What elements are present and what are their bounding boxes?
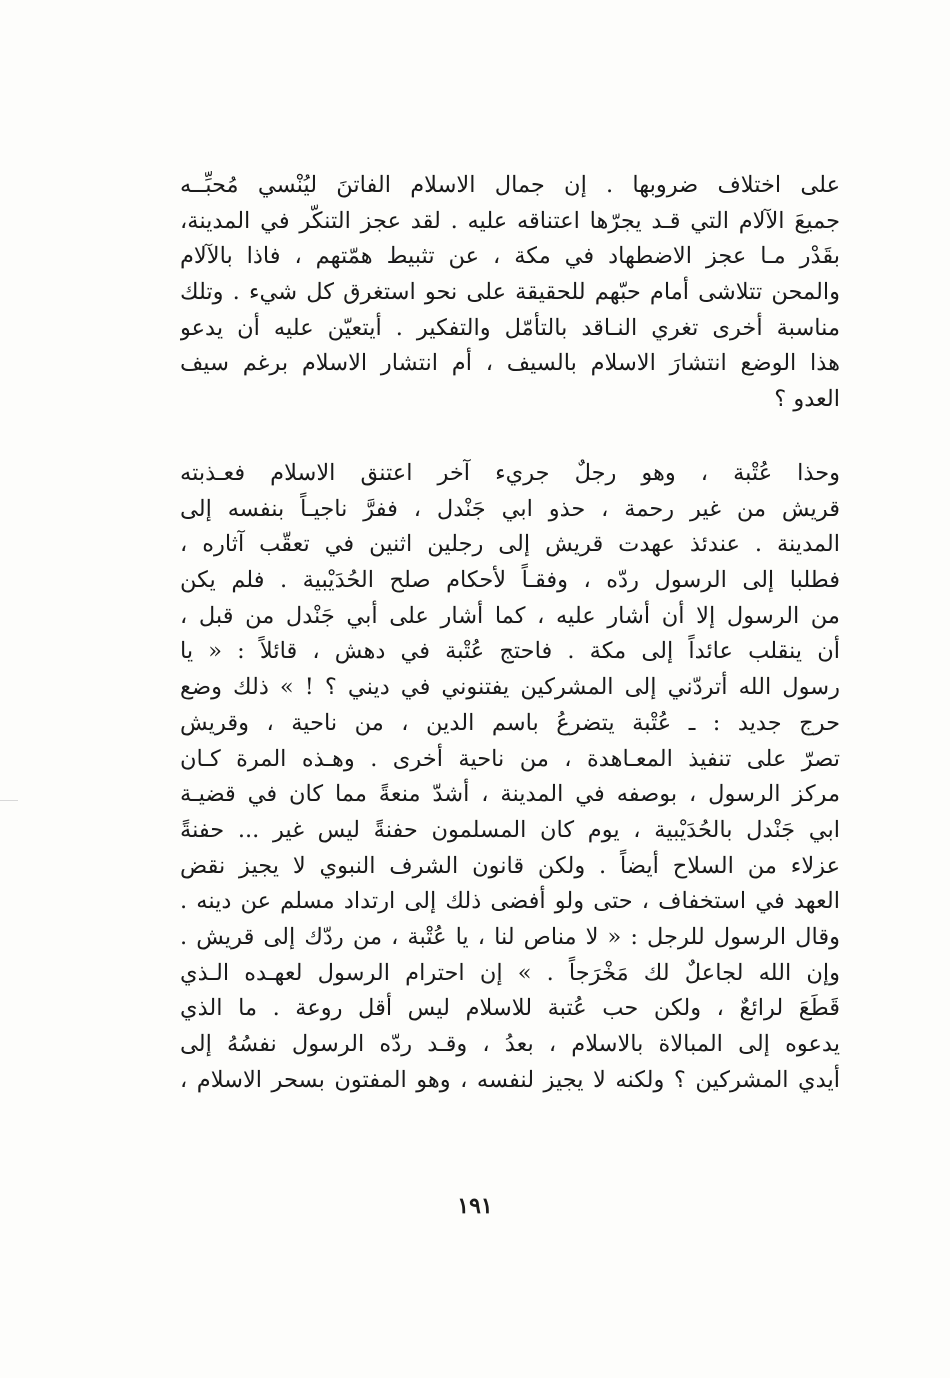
text-line: يدعوه إلى المبالاة بالاسلام ، بعدُ ، وقـد ردّه الرسول نفسُهُ إلى: [180, 1031, 840, 1057]
text-line: من الرسول إلا أن أشار عليه ، كما أشار على أبي جَنْدل من قبل ،: [180, 602, 840, 629]
text-line: والمحن تتلاشى أمام حبّهم للحقيقة على نحو استغرق كل شيء . وتلك: [180, 279, 840, 306]
scan-edge-mark: [0, 800, 18, 801]
page-number: ١٩١: [457, 1193, 493, 1219]
text-line: قريش من غير رحمة ، حذو ابي جَنْدل ، ففرَّ ناجيـاً بنفسه إلى: [180, 495, 840, 522]
paragraph-1: [180, 168, 840, 418]
text-line: هذا الوضع انتشارَ الاسلام بالسيف ، أم انتشار الاسلام برغم سيف: [180, 350, 840, 377]
text-line: بقَدْر مـا عجز الاضطهاد في مكة ، عن تثبيط همّتهم ، فاذا بالآلام: [180, 243, 840, 270]
text-line: حرج جديد : ـ عُتْبة يتضرعُ باسم الدين ، من ناحية ، وقريش: [180, 709, 840, 736]
text-line: أن ينقلب عائداً إلى مكة . فاحتج عُتْبة في دهش ، قائلاً : « يا: [180, 638, 840, 665]
text-line: أيدي المشركين ؟ ولكنه لا يجيز لنفسه ، وهو المفتون بسحر الاسلام ،: [180, 1066, 840, 1093]
text-line: وقال الرسول للرجل : « لا مناص لنا ، يا عُتْبة ، من ردّك إلى قريش .: [180, 923, 840, 950]
text-line: العدو ؟: [774, 386, 840, 413]
text-line: وحذا عُتْبة ، وهو رجلٌ جريء آخر اعتنق الاسلام فعـذبته: [180, 460, 840, 486]
paragraph-2: [180, 456, 840, 1098]
text-line: فطلبا إلى الرسول ردّه ، وفقـاً لأحكام صلح الحُدَيْبية . فلم يكن: [180, 567, 840, 594]
text-line: مركز الرسول ، بوصفه في المدينة ، أشدّ منعةً مما كان في قضيـة: [180, 781, 840, 808]
text-line: تصرّ على تنفيذ المعـاهدة ، من ناحية أخرى . وهـذه المرة كـان: [180, 745, 840, 772]
text-line: العهد في استخفاف ، حتى ولو أفضى ذلك إلى ارتداد مسلم عن دينه .: [180, 888, 840, 915]
text-line: عزلاء من السلاح أيضاً . ولكن قانون الشرف النبوي لا يجيز نقض: [180, 852, 840, 879]
text-line: قَطَعَ لرائعٌ ، ولكن حب عُتبة للاسلام ليس أقل روعة . ما الذي: [180, 995, 840, 1022]
text-line: على اختلاف ضروبها . إن جمال الاسلام الفاتنَ ليُنْسي مُحبِّــه: [180, 172, 840, 198]
text-line: وإن الله لجاعلٌ لك مَخْرَجاً . » إن احترام الرسول لعهـده الـذي: [180, 959, 840, 986]
text-line: مناسبة أخرى تغري النـاقد بالتأمّل والتفكير . أيتعيّن عليه أن يدعو: [180, 314, 840, 341]
text-line: رسول الله أتردّني إلى المشركين يفتنوني في ديني ؟ ! » ذلك وضع: [180, 674, 840, 701]
text-line: ابي جَنْدل بالحُدَيْبية ، يوم كان المسلمون حفنةً ليس غير ... حفنةً: [180, 816, 840, 843]
text-line: المدينة . عندئذ عهدت قريش إلى رجلين اثنين في تعقّب آثاره ،: [180, 531, 840, 558]
text-line: جميعَ الآلام التي قـد يجرّها اعتناقه عليه . لقد عجز التنكّر في المدينة،: [180, 207, 840, 234]
